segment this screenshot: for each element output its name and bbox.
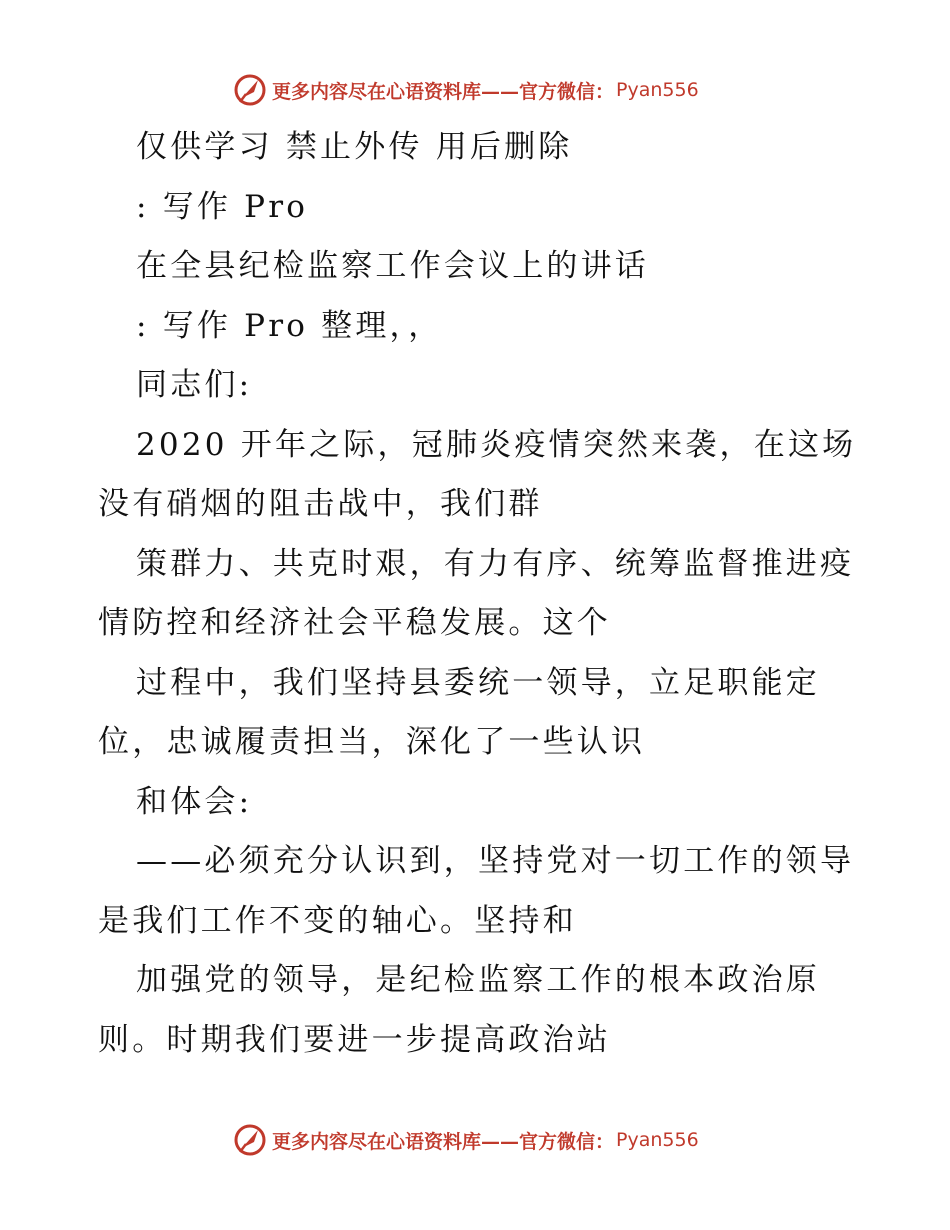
text-line: 过程中，我们坚持县委统一领导，立足职能定 [136, 664, 820, 701]
text-line: ——必须充分认识到，坚持党对一切工作的领导 [136, 843, 855, 879]
text-line: 在全县纪检监察工作会议上的讲话 [136, 248, 649, 284]
quill-circle-logo-icon [232, 1122, 268, 1158]
header-banner-text: 更多内容尽在心语资料库——官方微信： [272, 80, 615, 103]
text-line: 2020 开年之际，冠肺炎疫情突然来袭，在这场 [136, 426, 857, 463]
text-line: 情防控和经济社会平稳发展。这个 [98, 605, 611, 641]
footer-banner [232, 1120, 732, 1160]
text-line: : 写作 Pro 整理，， [136, 307, 443, 344]
header-banner [232, 70, 732, 110]
footer-banner-text: 更多内容尽在心语资料库——官方微信： [272, 1130, 615, 1153]
text-line: 则。时期我们要进一步提高政治站 [98, 1021, 611, 1058]
text-line: 仅供学习 禁止外传 用后删除 [136, 129, 573, 165]
text-line: 没有硝烟的阻击战中，我们群 [98, 486, 543, 522]
quill-circle-logo-icon [232, 72, 268, 108]
text-line: 同志们: [136, 367, 253, 403]
footer-wechat-id: Pyan556 [616, 1129, 699, 1151]
text-line: 策群力、共克时艰，有力有序、统筹监督推进疫 [136, 545, 855, 582]
text-line: 位，忠诚履责担当，深化了一些认识 [98, 724, 646, 760]
text-line: : 写作 Pro [136, 188, 309, 225]
document-body [98, 118, 868, 1070]
text-line: 加强党的领导，是纪检监察工作的根本政治原 [136, 962, 820, 998]
text-line: 和体会: [136, 783, 253, 820]
header-wechat-id: Pyan556 [616, 79, 699, 101]
text-line: 是我们工作不变的轴心。坚持和 [98, 902, 577, 939]
